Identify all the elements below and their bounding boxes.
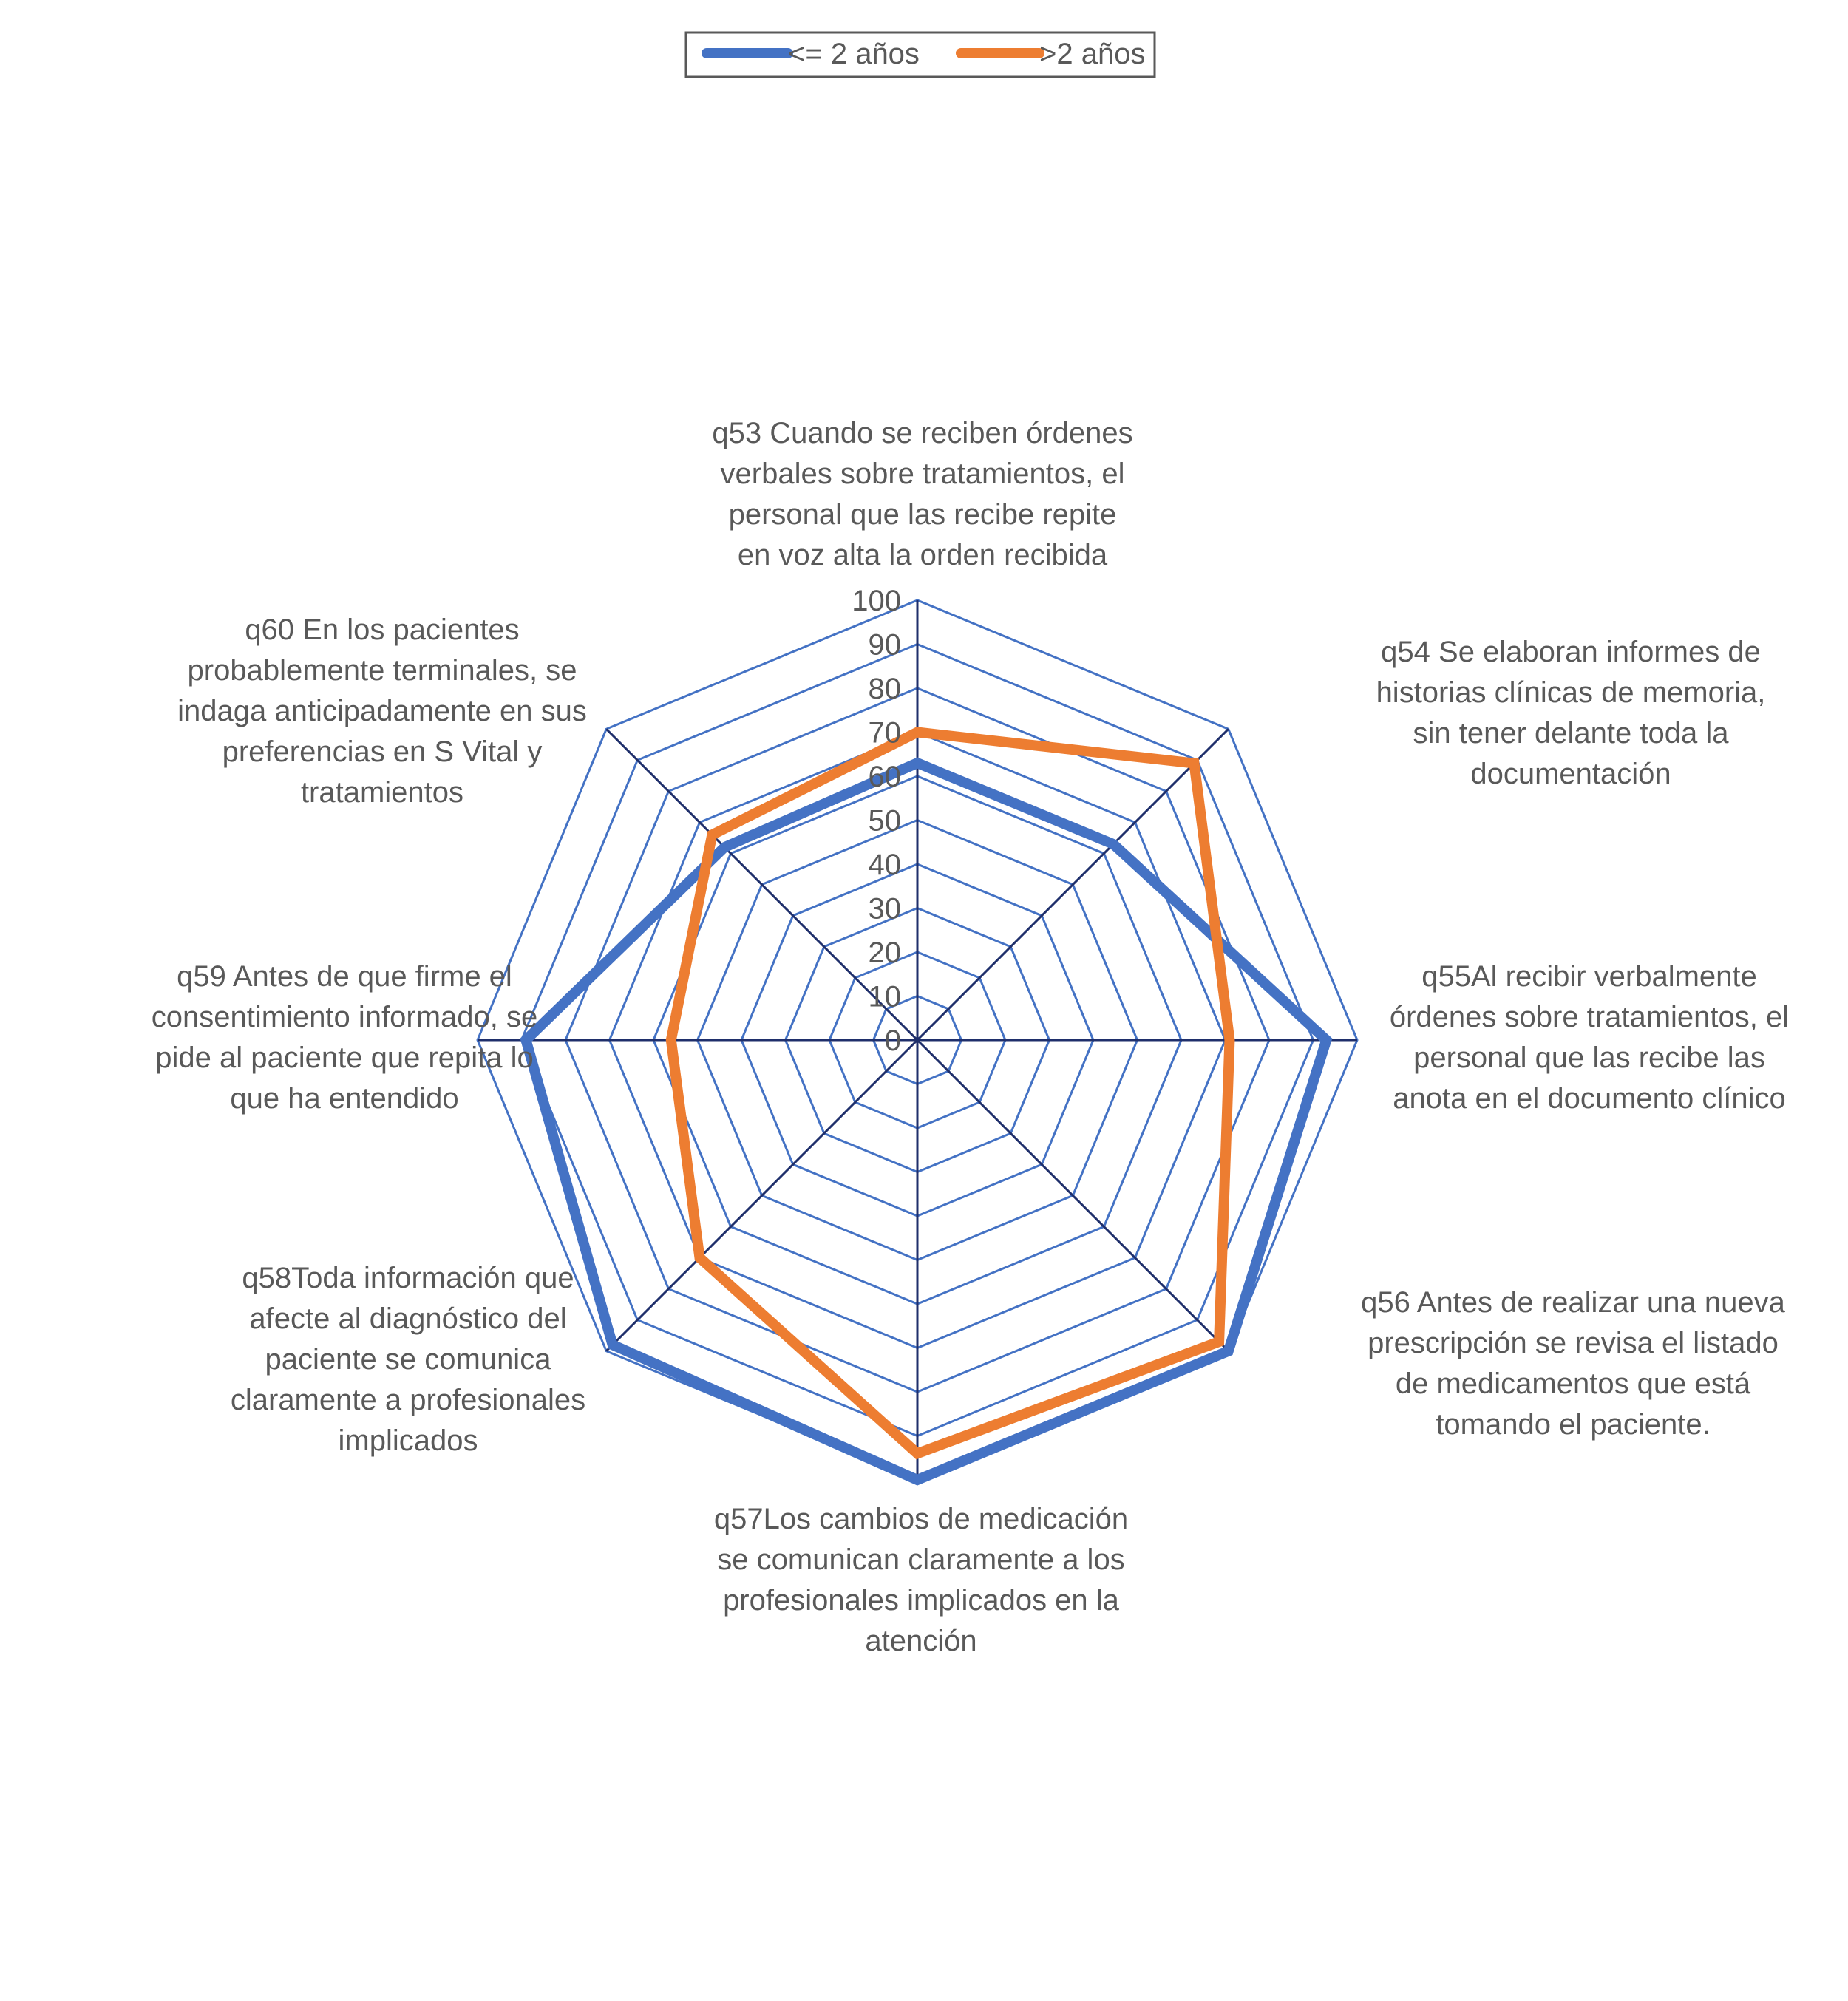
category-label-line: afecte al diagnóstico del (249, 1302, 567, 1335)
category-label-line: q54 Se elaboran informes de (1381, 636, 1761, 668)
category-label-line: q59 Antes de que firme el (177, 960, 512, 993)
category-label-line: q60 En los pacientes (245, 614, 520, 646)
category-label-q53 (712, 417, 1132, 571)
category-label-line: que ha entendido (230, 1082, 459, 1115)
category-label-line: sin tener delante toda la (1413, 717, 1729, 750)
category-label-q58 (231, 1262, 585, 1457)
category-label-line: tomando el paciente. (1436, 1408, 1711, 1441)
category-label-q56 (1361, 1286, 1786, 1441)
category-label-q60 (177, 614, 587, 809)
tick-label: 100 (852, 585, 901, 617)
category-label-line: se comunican claramente a los (717, 1543, 1125, 1576)
category-labels (152, 417, 1789, 1657)
legend-label-1: <= 2 años (788, 38, 920, 70)
category-label-line: profesionales implicados en la (723, 1584, 1119, 1617)
category-label-line: personal que las recibe repite (728, 498, 1117, 531)
category-label-line: órdenes sobre tratamientos, el (1389, 1001, 1790, 1033)
category-label-line: q53 Cuando se reciben órdenes (712, 417, 1133, 449)
series-line-2 (671, 733, 1230, 1454)
category-label-line: q57Los cambios de medicación (713, 1503, 1129, 1535)
category-label-line: claramente a profesionales (230, 1384, 586, 1416)
category-label-line: historias clínicas de memoria, (1376, 676, 1766, 709)
category-label-line: q58Toda información que (242, 1262, 574, 1294)
tick-label: 10 (868, 980, 901, 1013)
legend (686, 33, 1155, 77)
category-label-q57 (714, 1503, 1128, 1657)
category-label-line: atención (865, 1625, 977, 1657)
tick-label: 70 (868, 716, 901, 750)
category-label-line: q56 Antes de realizar una nueva (1361, 1286, 1785, 1319)
category-label-line: consentimiento informado, se (151, 1001, 538, 1033)
tick-label: 30 (868, 892, 901, 925)
radial-axis-ticks (852, 585, 901, 1057)
category-label-q54 (1376, 636, 1766, 790)
category-label-line: implicados (338, 1424, 478, 1457)
category-label-line: q55Al recibir verbalmente (1421, 960, 1757, 993)
tick-label: 40 (868, 849, 901, 881)
category-label-line: personal que las recibe las (1413, 1042, 1765, 1074)
tick-label: 80 (868, 673, 901, 705)
tick-label: 0 (884, 1025, 901, 1057)
category-label-line: verbales sobre tratamientos, el (720, 458, 1125, 490)
category-label-line: pide al paciente que repita lo (155, 1042, 534, 1074)
category-label-line: probablemente terminales, se (187, 654, 577, 687)
category-label-line: preferencias en S Vital y (222, 735, 543, 768)
category-label-line: de medicamentos que está (1395, 1368, 1751, 1400)
category-label-q55 (1390, 960, 1789, 1115)
category-label-line: tratamientos (300, 776, 464, 809)
tick-label: 90 (868, 628, 901, 662)
category-label-line: en voz alta la orden recibida (737, 539, 1108, 571)
legend-label-2: >2 años (1039, 38, 1146, 70)
tick-label: 20 (868, 937, 901, 969)
category-label-line: paciente se comunica (265, 1343, 551, 1376)
tick-label: 60 (868, 761, 901, 793)
category-label-line: prescripción se revisa el listado (1368, 1327, 1779, 1359)
category-label-line: documentación (1470, 758, 1671, 790)
category-label-line: indaga anticipadamente en sus (177, 695, 587, 727)
tick-label: 50 (868, 804, 901, 838)
category-label-line: anota en el documento clínico (1393, 1082, 1786, 1115)
